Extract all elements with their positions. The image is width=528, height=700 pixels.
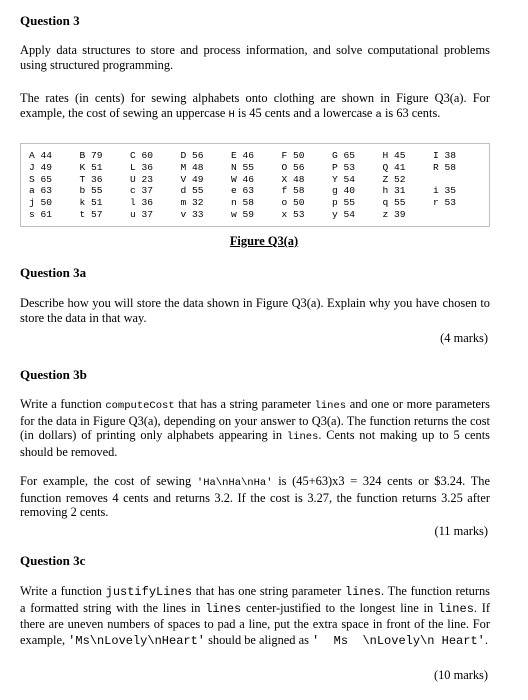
- question-3b-heading: Question 3b: [20, 367, 87, 382]
- rates-code-lowercase: a: [375, 108, 382, 121]
- rate-cell: K 51: [79, 161, 103, 173]
- rate-cell: T 36: [79, 173, 103, 185]
- rate-cell: e 63: [231, 185, 255, 197]
- q3c-text-5: . If there are uneven numbers of spaces to pad a line, put the extra space in front of the line. For example,: [20, 600, 491, 647]
- question-3b-example: [20, 474, 490, 520]
- q3b-code-lines-1: lines: [314, 400, 347, 412]
- rate-cell: O 56: [281, 161, 305, 173]
- rates-table: [20, 143, 490, 227]
- rate-cell: L 36: [130, 161, 154, 173]
- rate-cell: i 35: [433, 185, 457, 197]
- q3b-example-text-2: is (45+63)x3 = 324 cents or $3.24. The function removes 4 cents and returns 3.2. If the cost is 3.27, the function returns 3.25 after removing 2 cents.: [20, 474, 491, 519]
- rate-cell: c 37: [130, 185, 154, 197]
- q3b-example-text-1: For example, the cost of sewing: [20, 474, 197, 488]
- rate-cell: V 49: [180, 173, 204, 185]
- question-3b-marks: (11 marks): [434, 524, 488, 538]
- question-3c-marks: (10 marks): [433, 668, 488, 682]
- rate-cell: b 55: [79, 185, 103, 197]
- rate-cell: s 61: [29, 209, 53, 220]
- rate-cell: R 58: [433, 161, 457, 173]
- q3b-text-3: and one or more parameters for the data in Figure Q3(a), depending on your answer to Q3(a). The function returns the cost (in dollars) of printing only alphabets appearing in: [20, 397, 491, 442]
- question-3-heading: Question 3: [20, 13, 80, 28]
- rate-cell: u 37: [130, 209, 154, 220]
- rate-cell: X 48: [281, 173, 305, 185]
- rate-cell: Z 52: [382, 173, 406, 185]
- rate-cell: m 32: [180, 197, 204, 209]
- rate-cell: n 58: [231, 197, 255, 209]
- rate-cell: o 50: [281, 197, 305, 209]
- rate-cell: G 65: [332, 150, 356, 161]
- rate-cell: D 56: [180, 150, 204, 161]
- rate-cell: M 48: [180, 161, 204, 173]
- rate-cell: I 38: [433, 150, 457, 161]
- rate-cell: a 63: [29, 185, 53, 197]
- q3c-code-lines-2: lines: [205, 601, 242, 616]
- rate-cell: t 57: [79, 209, 103, 220]
- rate-cell: w 59: [231, 209, 255, 220]
- q3c-text-1: Write a function: [20, 584, 106, 598]
- rate-cell: B 79: [79, 150, 103, 161]
- rate-cell: A 44: [29, 150, 53, 161]
- q3c-code-example-input: 'Ms\nLovely\nHeart': [68, 633, 205, 648]
- q3c-text-2: that has one string parameter: [192, 584, 346, 598]
- rate-cell: f 58: [281, 185, 305, 197]
- q3c-code-lines-1: lines: [345, 585, 382, 599]
- rate-cell: g 40: [332, 185, 356, 197]
- rate-cell: H 45: [382, 150, 406, 161]
- question-3-intro: Apply data structures to store and process information, and solve computational problems using structured programming.: [20, 43, 490, 72]
- rate-cell: Q 41: [382, 161, 406, 173]
- rate-cell: p 55: [332, 197, 356, 209]
- question-3a-heading: Question 3a: [20, 265, 87, 280]
- rate-cell: S 65: [29, 173, 53, 185]
- question-3c-text: [20, 584, 490, 649]
- q3b-example-code: 'Ha\nHa\nHa': [196, 477, 273, 489]
- rate-cell: P 53: [332, 161, 356, 173]
- rate-cell: y 54: [332, 209, 356, 220]
- rate-cell: l 36: [130, 197, 154, 209]
- q3b-code-lines-2: lines: [286, 431, 319, 443]
- rate-cell: N 55: [231, 161, 255, 173]
- rate-cell: J 49: [29, 161, 53, 173]
- rates-code-uppercase: H: [228, 108, 235, 121]
- q3b-code-computecost: computeCost: [105, 400, 175, 412]
- q3c-text-4: center-justified to the longest line in: [241, 600, 438, 615]
- rate-cell: C 60: [130, 150, 154, 161]
- rate-cell: E 46: [231, 150, 255, 161]
- rates-text-1: The rates (in cents) for sewing alphabets onto clothing are shown in Figure Q3(a). For example, the cost of sewing an uppercase: [20, 91, 490, 120]
- q3c-code-justifylines: justifyLines: [105, 585, 193, 599]
- rate-cell: F 50: [281, 150, 305, 161]
- rate-cell: x 53: [281, 209, 305, 220]
- rate-cell: v 33: [180, 209, 204, 220]
- rate-cell: Y 54: [332, 173, 356, 185]
- q3c-text-6: should be aligned as: [205, 632, 313, 647]
- rate-cell: r 53: [433, 197, 457, 209]
- q3c-code-lines-3: lines: [437, 601, 474, 616]
- rate-cell: U 23: [130, 173, 154, 185]
- q3b-text-4: . Cents not making up to 5 cents should be removed.: [20, 428, 490, 459]
- rate-cell: q 55: [382, 197, 406, 209]
- rate-cell: d 55: [180, 185, 204, 197]
- rate-cell: z 39: [382, 209, 406, 220]
- question-3a-marks: (4 marks): [440, 331, 488, 345]
- figure-caption: Figure Q3(a): [229, 234, 299, 248]
- q3c-text-3: . The function returns a formatted string with the lines in: [20, 584, 491, 615]
- rates-text-2: is 45 cents and a lowercase: [234, 105, 376, 120]
- rate-cell: k 51: [79, 197, 103, 209]
- rates-description: [20, 91, 490, 122]
- q3c-code-example-output: ' Ms \nLovely\n Heart': [312, 633, 485, 648]
- question-3c-heading: Question 3c: [20, 553, 86, 568]
- rate-cell: j 50: [29, 197, 53, 209]
- q3b-text-2: that has a string parameter: [174, 397, 315, 411]
- q3b-text-1: Write a function: [20, 397, 106, 411]
- q3c-text-7: .: [484, 632, 488, 647]
- rate-cell: h 31: [382, 185, 406, 197]
- rates-text-3: is 63 cents.: [381, 105, 441, 120]
- rate-cell: W 46: [231, 173, 255, 185]
- question-3a-text: Describe how you will store the data shown in Figure Q3(a). Explain why you have chosen to store the data in that way.: [20, 296, 490, 325]
- question-3b-text: [20, 397, 490, 459]
